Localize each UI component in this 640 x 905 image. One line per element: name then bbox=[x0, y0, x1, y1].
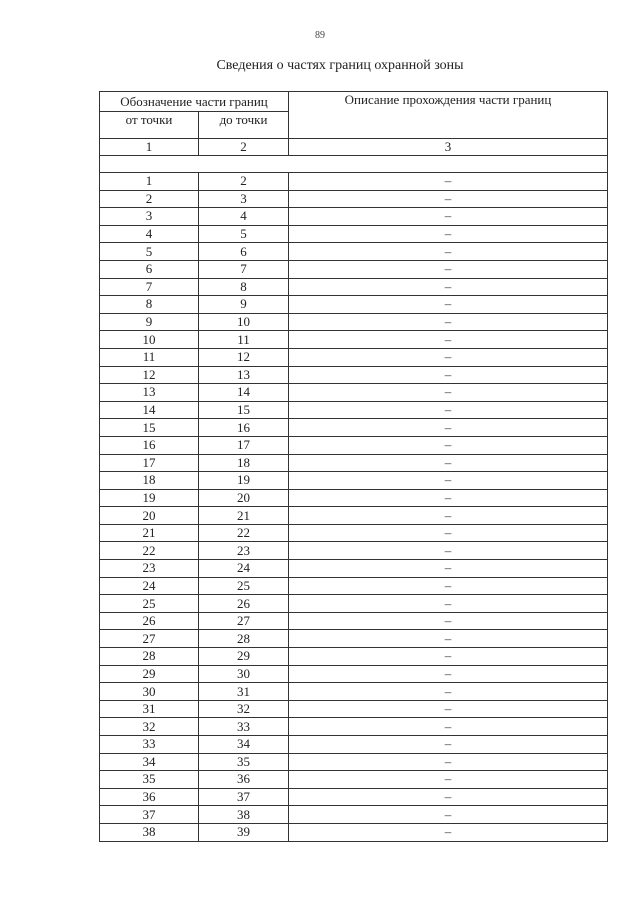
from-point-cell: 23 bbox=[100, 560, 199, 578]
to-point-cell: 18 bbox=[199, 454, 289, 472]
description-cell: – bbox=[289, 665, 608, 683]
to-point-cell: 5 bbox=[199, 225, 289, 243]
from-point-cell: 29 bbox=[100, 665, 199, 683]
to-point-cell: 25 bbox=[199, 577, 289, 595]
description-cell: – bbox=[289, 454, 608, 472]
from-point-cell: 34 bbox=[100, 753, 199, 771]
table-row bbox=[100, 507, 608, 525]
description-cell: – bbox=[289, 823, 608, 841]
to-point-cell: 26 bbox=[199, 595, 289, 613]
table-row bbox=[100, 736, 608, 754]
description-cell: – bbox=[289, 331, 608, 349]
header-to-point: до точки bbox=[199, 112, 289, 139]
from-point-cell: 13 bbox=[100, 384, 199, 402]
page-number: 89 bbox=[315, 30, 325, 41]
table-row bbox=[100, 577, 608, 595]
from-point-cell: 20 bbox=[100, 507, 199, 525]
from-point-cell: 38 bbox=[100, 823, 199, 841]
from-point-cell: 35 bbox=[100, 771, 199, 789]
blank-cell bbox=[100, 156, 608, 173]
from-point-cell: 11 bbox=[100, 348, 199, 366]
table-row bbox=[100, 348, 608, 366]
description-cell: – bbox=[289, 208, 608, 226]
to-point-cell: 29 bbox=[199, 648, 289, 666]
to-point-cell: 4 bbox=[199, 208, 289, 226]
description-cell: – bbox=[289, 524, 608, 542]
to-point-cell: 11 bbox=[199, 331, 289, 349]
to-point-cell: 23 bbox=[199, 542, 289, 560]
table-row bbox=[100, 788, 608, 806]
from-point-cell: 37 bbox=[100, 806, 199, 824]
table-row bbox=[100, 542, 608, 560]
page-title: Сведения о частях границ охранной зоны bbox=[216, 58, 464, 73]
from-point-cell: 16 bbox=[100, 436, 199, 454]
description-cell: – bbox=[289, 736, 608, 754]
from-point-cell: 30 bbox=[100, 683, 199, 701]
table-row bbox=[100, 278, 608, 296]
to-point-cell: 9 bbox=[199, 296, 289, 314]
from-point-cell: 14 bbox=[100, 401, 199, 419]
from-point-cell: 6 bbox=[100, 260, 199, 278]
table-row bbox=[100, 560, 608, 578]
from-point-cell: 8 bbox=[100, 296, 199, 314]
table-row bbox=[100, 208, 608, 226]
table-row bbox=[100, 806, 608, 824]
description-cell: – bbox=[289, 630, 608, 648]
to-point-cell: 19 bbox=[199, 472, 289, 490]
description-cell: – bbox=[289, 595, 608, 613]
to-point-cell: 33 bbox=[199, 718, 289, 736]
from-point-cell: 7 bbox=[100, 278, 199, 296]
table-row bbox=[100, 436, 608, 454]
to-point-cell: 7 bbox=[199, 260, 289, 278]
to-point-cell: 37 bbox=[199, 788, 289, 806]
description-cell: – bbox=[289, 788, 608, 806]
table-row bbox=[100, 595, 608, 613]
description-cell: – bbox=[289, 401, 608, 419]
from-point-cell: 18 bbox=[100, 472, 199, 490]
from-point-cell: 5 bbox=[100, 243, 199, 261]
table-row bbox=[100, 190, 608, 208]
description-cell: – bbox=[289, 243, 608, 261]
to-point-cell: 20 bbox=[199, 489, 289, 507]
table-row bbox=[100, 665, 608, 683]
to-point-cell: 21 bbox=[199, 507, 289, 525]
header-boundary-designation: Обозначение части границ bbox=[100, 92, 289, 112]
table-row bbox=[100, 366, 608, 384]
to-point-cell: 8 bbox=[199, 278, 289, 296]
from-point-cell: 27 bbox=[100, 630, 199, 648]
table-row bbox=[100, 296, 608, 314]
to-point-cell: 10 bbox=[199, 313, 289, 331]
from-point-cell: 15 bbox=[100, 419, 199, 437]
column-number-row bbox=[100, 139, 608, 156]
table-row bbox=[100, 243, 608, 261]
from-point-cell: 17 bbox=[100, 454, 199, 472]
from-point-cell: 12 bbox=[100, 366, 199, 384]
table-row bbox=[100, 260, 608, 278]
table-row bbox=[100, 700, 608, 718]
from-point-cell: 4 bbox=[100, 225, 199, 243]
to-point-cell: 2 bbox=[199, 173, 289, 191]
from-point-cell: 1 bbox=[100, 173, 199, 191]
to-point-cell: 39 bbox=[199, 823, 289, 841]
from-point-cell: 28 bbox=[100, 648, 199, 666]
table-row bbox=[100, 173, 608, 191]
to-point-cell: 24 bbox=[199, 560, 289, 578]
to-point-cell: 30 bbox=[199, 665, 289, 683]
table-row bbox=[100, 771, 608, 789]
to-point-cell: 35 bbox=[199, 753, 289, 771]
to-point-cell: 6 bbox=[199, 243, 289, 261]
description-cell: – bbox=[289, 260, 608, 278]
description-cell: – bbox=[289, 683, 608, 701]
column-number: 1 bbox=[100, 139, 199, 156]
table-row bbox=[100, 489, 608, 507]
table-row bbox=[100, 753, 608, 771]
column-number: 2 bbox=[199, 139, 289, 156]
description-cell: – bbox=[289, 384, 608, 402]
description-cell: – bbox=[289, 296, 608, 314]
header-boundary-description: Описание прохождения части границ bbox=[289, 92, 608, 139]
description-cell: – bbox=[289, 806, 608, 824]
table-row bbox=[100, 524, 608, 542]
to-point-cell: 36 bbox=[199, 771, 289, 789]
description-cell: – bbox=[289, 366, 608, 384]
from-point-cell: 26 bbox=[100, 612, 199, 630]
blank-row bbox=[100, 156, 608, 173]
boundary-table bbox=[99, 91, 608, 842]
table-row bbox=[100, 718, 608, 736]
table-row bbox=[100, 331, 608, 349]
from-point-cell: 24 bbox=[100, 577, 199, 595]
to-point-cell: 13 bbox=[199, 366, 289, 384]
to-point-cell: 28 bbox=[199, 630, 289, 648]
to-point-cell: 32 bbox=[199, 700, 289, 718]
description-cell: – bbox=[289, 560, 608, 578]
table-row bbox=[100, 648, 608, 666]
description-cell: – bbox=[289, 489, 608, 507]
table-row bbox=[100, 313, 608, 331]
to-point-cell: 17 bbox=[199, 436, 289, 454]
description-cell: – bbox=[289, 718, 608, 736]
from-point-cell: 36 bbox=[100, 788, 199, 806]
table-row bbox=[100, 683, 608, 701]
description-cell: – bbox=[289, 753, 608, 771]
description-cell: – bbox=[289, 700, 608, 718]
table-row bbox=[100, 612, 608, 630]
to-point-cell: 34 bbox=[199, 736, 289, 754]
to-point-cell: 14 bbox=[199, 384, 289, 402]
to-point-cell: 16 bbox=[199, 419, 289, 437]
description-cell: – bbox=[289, 173, 608, 191]
description-cell: – bbox=[289, 436, 608, 454]
to-point-cell: 27 bbox=[199, 612, 289, 630]
table-header bbox=[100, 92, 608, 139]
to-point-cell: 15 bbox=[199, 401, 289, 419]
from-point-cell: 31 bbox=[100, 700, 199, 718]
table-row bbox=[100, 384, 608, 402]
column-number: 3 bbox=[289, 139, 608, 156]
description-cell: – bbox=[289, 348, 608, 366]
table-row bbox=[100, 401, 608, 419]
description-cell: – bbox=[289, 771, 608, 789]
from-point-cell: 9 bbox=[100, 313, 199, 331]
table-row bbox=[100, 419, 608, 437]
from-point-cell: 22 bbox=[100, 542, 199, 560]
description-cell: – bbox=[289, 419, 608, 437]
description-cell: – bbox=[289, 648, 608, 666]
description-cell: – bbox=[289, 278, 608, 296]
table-row bbox=[100, 454, 608, 472]
from-point-cell: 25 bbox=[100, 595, 199, 613]
description-cell: – bbox=[289, 313, 608, 331]
description-cell: – bbox=[289, 190, 608, 208]
description-cell: – bbox=[289, 225, 608, 243]
description-cell: – bbox=[289, 507, 608, 525]
table-row bbox=[100, 630, 608, 648]
from-point-cell: 21 bbox=[100, 524, 199, 542]
table-row bbox=[100, 823, 608, 841]
from-point-cell: 3 bbox=[100, 208, 199, 226]
from-point-cell: 33 bbox=[100, 736, 199, 754]
to-point-cell: 38 bbox=[199, 806, 289, 824]
to-point-cell: 31 bbox=[199, 683, 289, 701]
to-point-cell: 3 bbox=[199, 190, 289, 208]
description-cell: – bbox=[289, 472, 608, 490]
table-row bbox=[100, 225, 608, 243]
table-row bbox=[100, 472, 608, 490]
from-point-cell: 19 bbox=[100, 489, 199, 507]
to-point-cell: 12 bbox=[199, 348, 289, 366]
description-cell: – bbox=[289, 612, 608, 630]
from-point-cell: 2 bbox=[100, 190, 199, 208]
table-body bbox=[100, 139, 608, 842]
description-cell: – bbox=[289, 542, 608, 560]
from-point-cell: 10 bbox=[100, 331, 199, 349]
header-from-point: от точки bbox=[100, 112, 199, 139]
to-point-cell: 22 bbox=[199, 524, 289, 542]
description-cell: – bbox=[289, 577, 608, 595]
from-point-cell: 32 bbox=[100, 718, 199, 736]
